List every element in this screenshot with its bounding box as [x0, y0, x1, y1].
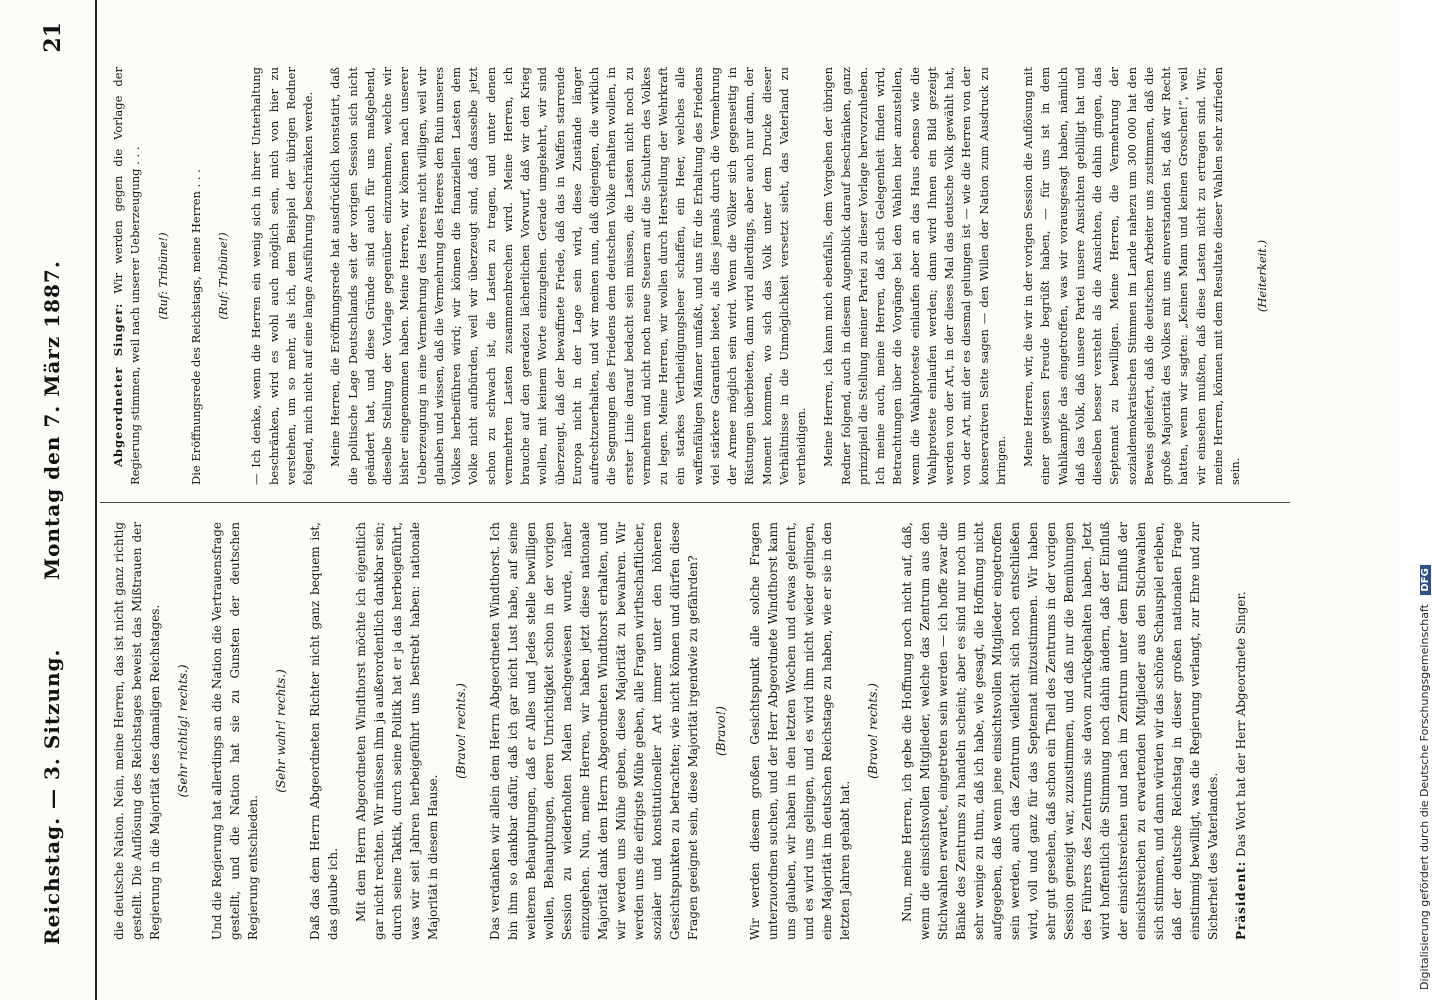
column-divider	[100, 502, 1290, 503]
paragraph: Meine Herren, die Eröffnungsrede hat ausdrücklich konstatirt, daß die politische Lage Deutschlands seit der vorigen Session sich nicht geändert hat, und diese Gründe sind auch für uns maßgebend, dieselbe Stellung der Vorlage gegenüber einzunehmen, welche wir bisher eingenommen haben. Meine Herren, wir können nach unserer Ueberzeugung in eine Vermehrung des Heeres nicht willigen, weil wir glauben und wissen, daß die Vermehrung des Heeres den Ruin unseres Volkes herbeiführen wird; wir können die finanziellen Lasten dem Volke nicht aufbürden, weil wir überzeugt sind, daß dasselbe jetzt schon zu schwach ist, die Lasten zu tragen, und unter denen vermehrten Lasten zusammenbrechen wird. Meine Herren, ich brauche auf den geradezu lächerlichen Vorwurf, daß wir den Krieg wollen, mit keinem Worte einzugehen. Gerade umgekehrt, wir sind überzeugt, daß der bewaffnete Friede, daß das in Waffen starrende Europa nicht in der Lage sein wird, diese Zustände länger aufrechtzuerhalten, und wir meinen nun, daß diejenigen, die wirklich die Segnungen des Friedens dem deutschen Volke erhalten wollen, in erster Linie darauf bedacht sein müssen, die Lasten nicht noch zu vermehren und nicht noch neue Steuern auf die Schultern des Volkes zu legen. Meine Herren, wir wollen durch Herstellung der Wehrkraft ein starkes Vertheidigungsheer schaffen, ein Heer, welches alle waffenfähigen Männer umfaßt, und uns für die Erhaltung des Friedens viel stärkere Garantien bietet, als dies jemals durch die Vermehrung der Armee möglich sein wird. Wenn die Völker sich gegenseitig in Rüstungen überbieten, dann wird allerdings, aber auch nur dann, der Moment kommen, wo sich das Volk unter dem Drucke dieser Verhältnisse in die Unmöglichkeit versetzt sieht, das Vaterland zu vertheidigen.	[328, 67, 808, 485]
president-line	[1232, 522, 1250, 940]
paragraph: Und die Regierung hat allerdings an die Nation die Vertrauensfrage gestellt, und die Nation hat sie zu Gunsten der deutschen Regierung entschieden.	[210, 522, 260, 940]
paragraph: Nun, meine Herren, ich gebe die Hoffnung noch nicht auf, daß, wenn die einsichtsvollen Mitglieder, welche das Zentrum aus den Stichwahlen erwartet, eingetreten sein werden — ich hoffe zwar die Bänke des Zentrums zu handeln scheint; aber es sind nur noch um sehr wenige zu thun, daß ich habe, wie gesagt, die Hoffnung nicht aufgegeben, daß wenn jene einsichtsvollen Mitglieder eingetroffen sein werden, auch das Zentrum vielleicht sich noch entschließen wird, voll und ganz für das Septennat mitzustimmen. Wir haben sehr gut gesehen, daß schon ein Theil des Zentrums in der vorigen Session geneigt war, zuzustimmen, und daß nur die Bemühungen des Führers des Zentrums sie davon zurückgehalten haben. Jetzt wird hoffentlich die Stimmung noch dahin ändern, daß der Einfluß der einsichtsreichen und nach im Zentrum unter dem Einfluß der einsichtsreichen zu erwartenden Mitglieder aus den Stichwahlen sich stimmen, und dann würden wir das schöne Schauspiel erleben, daß der deutsche Reichstag in dieser großen nationalen Frage einstimmig bewilligt, was die Regierung verlangt, zur Ehre und zur Sicherheit des Vaterlandes.	[900, 522, 1220, 940]
credit-text: Digitalisierung gefördert durch die Deutsche Forschungsgemeinschaft	[1418, 604, 1431, 990]
paragraph: — Ich denke, wenn die Herren ein wenig sich in ihrer Unterhaltung beschränken, wird es wohl auch möglich sein, mich von hier zu verstehen, um so mehr, als ich, dem Beispiel der übrigen Redner folgend, mich nicht auf eine lange Ausführung beschränken werde.	[249, 67, 315, 485]
paragraph: Meine Herren, ich kann mich ebenfalls, dem Vorgehen der übrigen Redner folgend, auch in diesem Augenblick darauf beschränken, ganz prinzipiell die Stellung meiner Partei zu dieser Vorlage hervorzuheben. Ich meine auch, meine Herren, daß sich Gelegenheit finden wird, Betrachtungen über die Vorgänge bei den Wahlen hier anzustellen, wenn die Wahlproteste einlaufen aber an das Haus ebenso wie die Wahlproteste einlaufen werden; dann wird Ihnen ein Bild gezeigt werden von der Art, in der dieses Mal das deutsche Volk gewählt hat, von der Art, mit der es diesmal gelungen ist — wie die Herren von der konservativen Seite sagen — den Willen der Nation zum Ausdruck zu bringen.	[821, 67, 1008, 485]
credit-line	[1418, 565, 1431, 990]
paragraph: Die Eröffnungsrede des Reichstags, meine Herren . . .	[188, 169, 203, 485]
president-text: Das Wort hat der Herr Abgeordnete Singer.	[1234, 591, 1248, 857]
page-number: 21	[40, 22, 66, 53]
right-column	[110, 67, 1288, 485]
paragraph: Das verdanken wir allein dem Herrn Abgeordneten Windthorst. Ich bin ihm so dankbar dafür, daß ich gar nicht Lust habe, auf seine weiteren Behauptungen, daß er Alles und Jedes stelle bewilligen wollen, Behauptungen, deren Unrichtigkeit schon in der vorigen Session zu wiederholten Malen nachgewiesen wurde, näher einzugehen. Nun, meine Herren, wir haben jetzt diese nationale Majorität dank dem Herrn Abgeordneten Windthorst erhalten, und wir werden uns Mühe geben, diese Majorität zu bewahren. Wir werden uns die eifrigste Mühe geben, alle Fragen wirthschaftlicher, sozialer und konstitutioneller Art immer unter den höheren Gesichtspunkten zu betrachten; wie nicht können und dürfen diese Fragen geeignet sein, diese Majorität irgendwie zu gefährden?	[488, 522, 700, 940]
speaker-intro	[110, 67, 145, 485]
reaction: (Ruf: Tribüne!)	[155, 232, 170, 320]
reaction: (Sehr richtig! rechts.)	[176, 664, 190, 798]
president-label: Präsident:	[1234, 860, 1248, 940]
reaction: (Heiterkeit.)	[1255, 239, 1270, 313]
dfg-logo: DFG	[1420, 565, 1431, 594]
paragraph: Daß das dem Herrn Abgeordneten Richter nicht ganz bequem ist, das glaube ich.	[308, 522, 340, 940]
reaction: (Bravo! rechts.)	[454, 683, 468, 779]
speaker-label: Abgeordneter Singer:	[111, 302, 125, 467]
reaction: (Ruf: Tribüne!)	[216, 232, 230, 320]
speaker-intro-text: Wir werden gegen die Vorlage der Regierung stimmen, weil nach unserer Ueberzeugung . . .	[111, 67, 143, 485]
credit-strip	[1400, 0, 1432, 1000]
reaction: (Bravo!)	[714, 706, 728, 756]
paragraph: Meine Herren, wir, die wir in der vorigen Session die Auflösung mit einer gewissen Freude begrüßt haben, — für uns ist in dem Wahlkampfe das eingetroffen, was wir vorausgesagt haben, nämlich daß das Volk, daß unsere Partei unsere Ansichten gebilligt hat und dieselben besser versteht als die Ansichten, die dahin gingen, das Septennat zu bewilligen. Meine Herren, die Vermehrung der sozialdemokratischen Stimmen im Lande nahezu um 300 000 hat den Beweis geliefert, daß die deutschen Arbeiter uns zustimmen, daß die große Majorität des Volkes mit uns einverstanden ist, daß wir Recht hatten, wenn wir sagten: „Keinen Mann und keinen Groschen!“, weil wir einsehen mußten, daß diese Lasten nicht zu ertragen sind. Wir, meine Herren, können mit dem Resultate dieser Wahlen sehr zufrieden sein.	[1021, 67, 1242, 485]
reaction: (Sehr wahr! rechts.)	[274, 669, 288, 793]
paragraph: Wir werden diesem großen Gesichtspunkt alle solche Fragen unterzuordnen suchen, und der Herr Abgeordnete Windthorst kann uns glauben, wir haben in den letzten Wochen und etwas gelernt, und es wird uns gelingen, und es wird ihm nicht wieder gelingen, eine Majorität im deutschen Reichstage zu haben, wie er sie in den letzten Jahren gehabt hat.	[748, 522, 852, 940]
left-column	[110, 522, 1260, 940]
page-header	[0, 0, 97, 1000]
reaction: (Bravo! rechts.)	[866, 683, 880, 779]
running-head-date: Montag den 7. März 1887.	[40, 260, 64, 580]
paragraph: die deutsche Nation. Nein, meine Herren, das ist nicht ganz richtig gestellt. Die Auflösung des Reichstages beweist das Mißtrauen der Regierung in die Majorität des damaligen Reichstages.	[112, 522, 162, 940]
paragraph: Mit dem Herrn Abgeordneten Windthorst möchte ich eigentlich gar nicht rechten. Wir müssen ihm ja außerordentlich dankbar sein; durch seine Taktik, durch seine Politik hat er ja das herbeigeführt, was wir seit Jahren herbeigeführt uns bestrebt haben: nationale Majorität in diesem Hause.	[354, 522, 440, 940]
running-head-left: Reichstag. — 3. Sitzung.	[40, 648, 64, 945]
